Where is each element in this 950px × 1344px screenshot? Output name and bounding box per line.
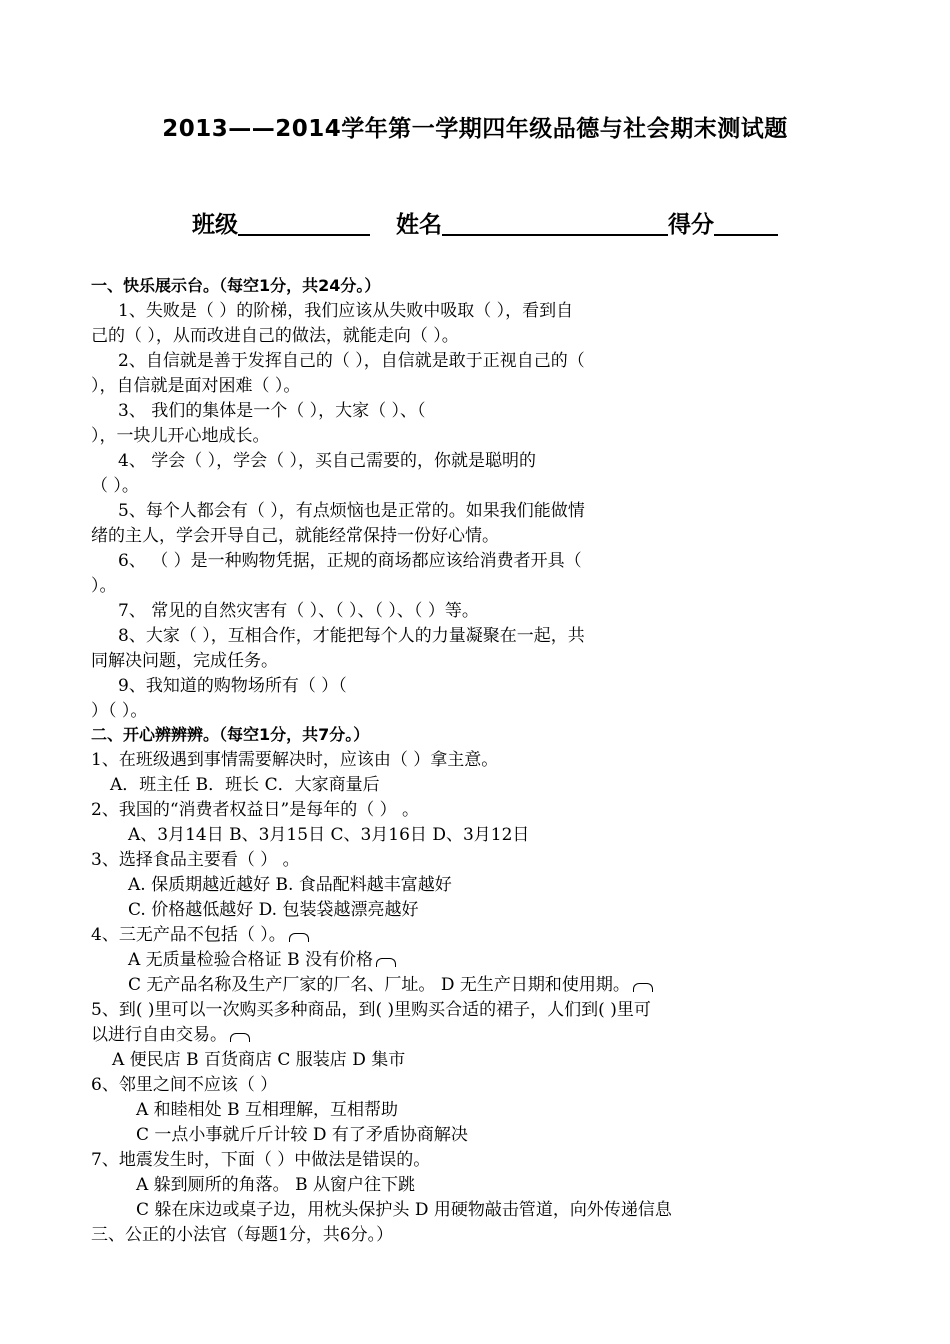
- s1-line: 己的（ ），从而改进自己的做法，就能走向（ ）。: [91, 326, 459, 346]
- s2-question: 5、到( )里可以一次购买多种商品，到( )里购买合适的裙子，人们到( )里可: [91, 1000, 651, 1020]
- edit-mark-icon: [633, 983, 653, 992]
- section-1-heading: 一、快乐展示台。（每空1分，共24分。）: [91, 276, 381, 295]
- header-fields: [192, 206, 778, 239]
- s1-line: 4、 学会（ ），学会（ ），买自己需要的，你就是聪明的: [118, 451, 537, 471]
- s2-options: C 无产品名称及生产厂家的厂名、厂址。 D 无生产日期和使用期。: [128, 974, 653, 996]
- edit-mark-icon: [230, 1033, 250, 1042]
- edit-mark-icon: [289, 933, 309, 942]
- section-3-heading: 三、公正的小法官（每题1分，共6分。）: [91, 1225, 394, 1245]
- s2-question: 2、我国的“消费者权益日”是每年的（ ） 。: [91, 800, 420, 820]
- class-label: 班级: [192, 212, 238, 238]
- s1-line: ），一块儿开心地成长。: [91, 426, 270, 446]
- s2-question: 4、三无产品不包括（ ）。: [91, 924, 309, 946]
- s1-line: 3、 我们的集体是一个（ ），大家（ ）、（: [118, 401, 426, 421]
- s2-options: A. 保质期越近越好 B. 食品配料越丰富越好: [128, 875, 452, 895]
- name-label: 姓名: [396, 212, 442, 238]
- s2-question: 3、选择食品主要看（ ） 。: [91, 850, 300, 870]
- s1-line: （ ）。: [91, 476, 139, 496]
- s2-options: A 便民店 B 百货商店 C 服装店 D 集市: [112, 1050, 406, 1070]
- score-blank[interactable]: [714, 210, 778, 236]
- s2-question: 6、邻里之间不应该（ ）: [91, 1075, 278, 1095]
- s1-line: ），自信就是面对困难（ ）。: [91, 376, 301, 396]
- page-title: 2013——2014学年第一学期四年级品德与社会期末测试题: [162, 116, 788, 142]
- s1-line: ）（ ）。: [91, 701, 148, 721]
- name-blank[interactable]: [442, 210, 668, 236]
- s2-options: A、3月14日 B、3月15日 C、3月16日 D、3月12日: [128, 825, 530, 845]
- s1-line: 绪的主人，学会开导自己，就能经常保持一份好心情。: [91, 526, 499, 546]
- section-2-heading: 二、开心辨辨辨。（每空1分，共7分。）: [91, 725, 370, 744]
- s1-line: 同解决问题，完成任务。: [91, 651, 278, 671]
- class-blank[interactable]: [238, 210, 370, 236]
- s1-line: 8、大家（ ），互相合作，才能把每个人的力量凝聚在一起，共: [118, 626, 585, 646]
- s1-line: 7、 常见的自然灾害有（ ）、（ ）、（ ）、（ ）等。: [118, 601, 479, 621]
- s2-options: C 一点小事就斤斤计较 D 有了矛盾协商解决: [136, 1125, 468, 1145]
- s1-line: 9、我知道的购物场所有（ ）（: [118, 676, 347, 696]
- s2-options: C. 价格越低越好 D. 包装袋越漂亮越好: [128, 900, 419, 920]
- s1-line: 2、自信就是善于发挥自己的（ ），自信就是敢于正视自己的（: [118, 351, 585, 371]
- s2-question: 以进行自由交易。: [91, 1024, 250, 1046]
- s1-line: 1、失败是（ ）的阶梯，我们应该从失败中吸取（ ），看到自: [118, 301, 574, 321]
- s2-options: A 和睦相处 B 互相理解，互相帮助: [136, 1100, 398, 1120]
- s2-question: 1、在班级遇到事情需要解决时，应该由（ ）拿主意。: [91, 750, 499, 770]
- s1-line: ）。: [91, 576, 117, 596]
- s1-line: 5、每个人都会有（ ），有点烦恼也是正常的。如果我们能做情: [118, 501, 585, 521]
- s2-options: A．班主任 B．班长 C．大家商量后: [110, 775, 380, 795]
- s2-options: C 躲在床边或桌子边，用枕头保护头 D 用硬物敲击管道，向外传递信息: [136, 1200, 672, 1220]
- s2-options: A 躲到厕所的角落。 B 从窗户往下跳: [136, 1175, 415, 1195]
- score-label: 得分: [668, 212, 714, 238]
- s1-line: 6、 （ ）是一种购物凭据，正规的商场都应该给消费者开具（: [118, 551, 582, 571]
- s2-options: A 无质量检验合格证 B 没有价格: [128, 949, 396, 971]
- s2-question: 7、地震发生时，下面（ ）中做法是错误的。: [91, 1150, 431, 1170]
- edit-mark-icon: [376, 958, 396, 967]
